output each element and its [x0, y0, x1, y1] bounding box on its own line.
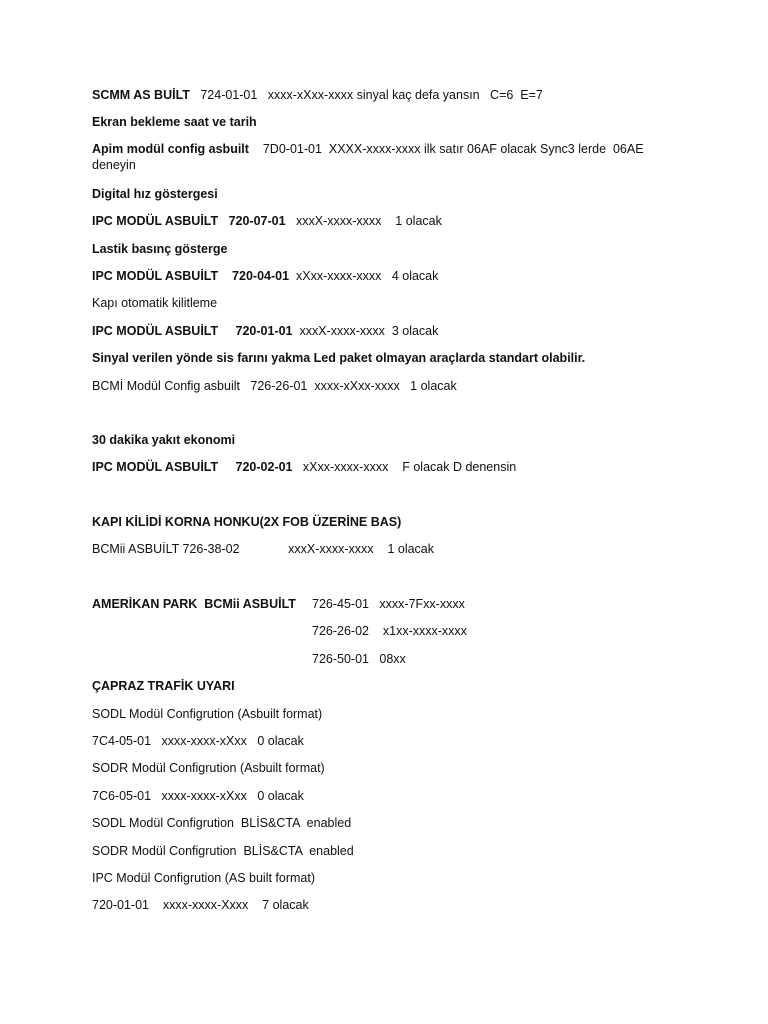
bcmi-config-line: BCMİ Modül Config asbuilt 726-26-01 xxxx-xXxx-xxxx 1 olacak: [92, 379, 457, 393]
ipc-720-01-final-line: 720-01-01 xxxx-xxxx-Xxxx 7 olacak: [92, 898, 309, 912]
ipc-720-02-title: IPC MODÜL ASBUİLT 720-02-01: [92, 460, 293, 474]
ipc-720-02-line: [92, 459, 652, 475]
amerikan-park-726-50: 726-50-01 08xx: [312, 652, 406, 666]
ipc-720-01-line: [92, 323, 652, 339]
bcmii-726-38-line: BCMii ASBUİLT 726-38-02 xxxX-xxxx-xxxx 1 olacak: [92, 542, 435, 556]
sinyal-sis-heading: Sinyal verilen yönde sis farını yakma Led paket olmayan araçlarda standart olabilir.: [92, 351, 586, 365]
apim-line: [92, 141, 652, 173]
amerikan-park-726-45: 726-45-01 xxxx-7Fxx-xxxx: [312, 597, 465, 611]
ipc-720-04-detail: xXxx-xxxx-xxxx 4 olacak: [289, 269, 439, 283]
sodl-7c4-line: 7C4-05-01 xxxx-xxxx-xXxx 0 olacak: [92, 734, 304, 748]
capraz-trafik-heading: ÇAPRAZ TRAFİK UYARI: [92, 679, 235, 693]
amerikan-park-726-26: 726-26-02 x1xx-xxxx-xxxx: [312, 624, 467, 638]
yakit-ekonomi-heading: 30 dakika yakıt ekonomi: [92, 433, 236, 447]
apim-detail: 7D0-01-01 XXXX-xxxx-xxxx ilk satır 06AF olacak Sync3 lerde 06AE deneyin: [92, 142, 648, 172]
apim-title: Apim modül config asbuilt: [92, 142, 249, 156]
sodl-asbuilt-line: SODL Modül Configrution (Asbuilt format): [92, 707, 323, 721]
scmm-detail: 724-01-01 xxxx-xXxx-xxxx sinyal kaç defa yansın C=6 E=7: [189, 88, 543, 102]
ipc-asbuilt-line: IPC Modül Configrution (AS built format): [92, 871, 316, 885]
sodr-7c6-line: 7C6-05-01 xxxx-xxxx-xXxx 0 olacak: [92, 789, 304, 803]
kapi-kilidi-heading: KAPI KİLİDİ KORNA HONKU(2X FOB ÜZERİNE BAS): [92, 515, 402, 529]
ipc-720-02-detail: xXxx-xxxx-xxxx F olacak D denensin: [292, 460, 517, 474]
sodl-blis-line: SODL Modül Configrution BLİS&CTA enabled: [92, 816, 352, 830]
digital-hiz-heading: Digital hız göstergesi: [92, 187, 218, 201]
scmm-title: SCMM AS BUİLT: [92, 88, 190, 102]
ipc-720-04-line: [92, 268, 652, 284]
sodr-blis-line: SODR Modül Configrution BLİS&CTA enabled: [92, 844, 354, 858]
lastik-heading: Lastik basınç gösterge: [92, 242, 228, 256]
ipc-720-07-detail: xxxX-xxxx-xxxx 1 olacak: [285, 214, 442, 228]
ipc-720-01-detail: xxxX-xxxx-xxxx 3 olacak: [292, 324, 439, 338]
ipc-720-07-title: IPC MODÜL ASBUİLT 720-07-01: [92, 214, 286, 228]
sodr-asbuilt-line: SODR Modül Configrution (Asbuilt format): [92, 761, 325, 775]
ipc-720-04-title: IPC MODÜL ASBUİLT 720-04-01: [92, 269, 290, 283]
kapi-otomatik-line: Kapı otomatik kilitleme: [92, 296, 218, 310]
ipc-720-01-title: IPC MODÜL ASBUİLT 720-01-01: [92, 324, 293, 338]
ipc-720-07-line: [92, 213, 652, 229]
scmm-line: [92, 87, 652, 103]
amerikan-park-title: AMERİKAN PARK BCMii ASBUİLT: [92, 597, 296, 611]
ekran-bekleme-heading: Ekran bekleme saat ve tarih: [92, 115, 257, 129]
